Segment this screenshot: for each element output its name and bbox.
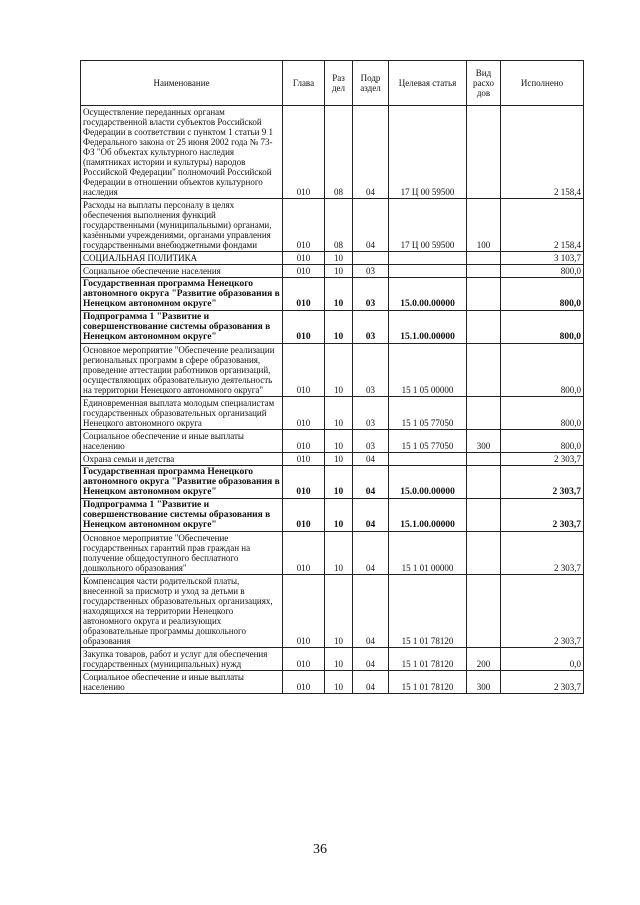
row-done: 2 303,7 (501, 453, 584, 466)
row-podrazdel (353, 252, 389, 265)
table-row (81, 344, 584, 397)
row-razdel: 10 (325, 311, 353, 344)
row-razdel: 10 (325, 648, 353, 671)
header-done: Исполнено (501, 61, 584, 106)
row-target: 15.0.00.00000 (389, 278, 467, 311)
row-name: Основное мероприятие "Обеспечение государственных гарантий прав граждан на получение общедоступного бесплатного дошкольного образования" (81, 532, 283, 575)
table-row (81, 278, 584, 311)
row-razdel: 10 (325, 430, 353, 453)
row-glava: 010 (283, 106, 325, 199)
row-glava: 010 (283, 252, 325, 265)
row-done: 800,0 (501, 344, 584, 397)
row-name: СОЦИАЛЬНАЯ ПОЛИТИКА (81, 252, 283, 265)
row-podrazdel: 04 (353, 499, 389, 532)
row-razdel: 10 (325, 265, 353, 278)
row-name: Подпрограмма 1 "Развитие и совершенствование системы образования в Ненецком автономном округе" (81, 499, 283, 532)
row-vid (467, 453, 501, 466)
row-vid (467, 311, 501, 344)
row-glava: 010 (283, 648, 325, 671)
row-done: 800,0 (501, 265, 584, 278)
table-row (81, 575, 584, 648)
row-podrazdel: 03 (353, 265, 389, 278)
row-target: 15 1 05 77050 (389, 397, 467, 430)
table-row (81, 397, 584, 430)
row-podrazdel: 04 (353, 199, 389, 252)
row-glava: 010 (283, 199, 325, 252)
row-razdel: 10 (325, 453, 353, 466)
table-row (81, 430, 584, 453)
row-glava: 010 (283, 311, 325, 344)
row-target: 15.1.00.00000 (389, 499, 467, 532)
row-name: Компенсация части родительской платы, внесенной за присмотр и уход за детьми в государственных образовательных организациях, находящихся на территории Ненецкого автономного округа и реализующих образовательные программы дошкольного образования (81, 575, 283, 648)
row-razdel: 10 (325, 344, 353, 397)
row-razdel: 10 (325, 499, 353, 532)
row-razdel: 10 (325, 671, 353, 694)
row-razdel: 10 (325, 278, 353, 311)
row-done: 3 103,7 (501, 252, 584, 265)
row-podrazdel: 04 (353, 671, 389, 694)
row-vid: 200 (467, 648, 501, 671)
row-target (389, 252, 467, 265)
row-podrazdel: 03 (353, 430, 389, 453)
row-razdel: 08 (325, 106, 353, 199)
row-glava: 010 (283, 344, 325, 397)
row-vid (467, 397, 501, 430)
table-row (81, 252, 584, 265)
row-target: 15 1 05 00000 (389, 344, 467, 397)
row-target: 15.0.00.00000 (389, 466, 467, 499)
header-razdel: Раз дел (325, 61, 353, 106)
row-glava: 010 (283, 499, 325, 532)
row-done: 2 303,7 (501, 499, 584, 532)
row-target (389, 453, 467, 466)
row-vid (467, 106, 501, 199)
table-row (81, 499, 584, 532)
row-vid (467, 466, 501, 499)
table-row (81, 466, 584, 499)
row-done: 800,0 (501, 278, 584, 311)
row-glava: 010 (283, 532, 325, 575)
row-name: Расходы на выплаты персоналу в целях обеспечения выполнения функций государственными (муниципальными) органами, казёнными учреждениями, органами управления государственными внебюджетными фондами (81, 199, 283, 252)
row-done: 2 303,7 (501, 466, 584, 499)
row-glava: 010 (283, 265, 325, 278)
row-name: Социальное обеспечение населения (81, 265, 283, 278)
row-target (389, 265, 467, 278)
row-vid (467, 265, 501, 278)
row-vid (467, 499, 501, 532)
row-podrazdel: 04 (353, 106, 389, 199)
row-target: 15 1 01 78120 (389, 671, 467, 694)
page-number: 36 (313, 842, 327, 857)
row-done: 800,0 (501, 397, 584, 430)
table-row (81, 106, 584, 199)
row-done: 800,0 (501, 311, 584, 344)
row-target: 15.1.00.00000 (389, 311, 467, 344)
row-glava: 010 (283, 466, 325, 499)
row-glava: 010 (283, 671, 325, 694)
row-vid (467, 278, 501, 311)
row-name: Закупка товаров, работ и услуг для обеспечения государственных (муниципальных) нужд (81, 648, 283, 671)
table-header-row (81, 61, 584, 106)
row-done: 2 158,4 (501, 106, 584, 199)
row-razdel: 10 (325, 397, 353, 430)
row-name: Охрана семьи и детства (81, 453, 283, 466)
row-vid: 300 (467, 430, 501, 453)
row-target: 17 Ц 00 59500 (389, 106, 467, 199)
row-podrazdel: 04 (353, 453, 389, 466)
row-vid (467, 252, 501, 265)
table-row (81, 648, 584, 671)
row-target: 15 1 05 77050 (389, 430, 467, 453)
row-glava: 010 (283, 278, 325, 311)
table-row (81, 265, 584, 278)
row-target: 15 1 01 78120 (389, 648, 467, 671)
row-podrazdel: 04 (353, 575, 389, 648)
row-vid: 100 (467, 199, 501, 252)
row-done: 2 303,7 (501, 575, 584, 648)
row-done: 0,0 (501, 648, 584, 671)
header-vid: Вид расхо дов (467, 61, 501, 106)
row-podrazdel: 04 (353, 648, 389, 671)
row-name: Основное мероприятие "Обеспечение реализации региональных программ в сфере образования, проведение аттестации работников организаций, осуществляющих образовательную деятельность на территории Ненецкого автономного округа" (81, 344, 283, 397)
header-podrazdel: Подр аздел (353, 61, 389, 106)
row-target: 15 1 01 78120 (389, 575, 467, 648)
row-podrazdel: 04 (353, 532, 389, 575)
row-podrazdel: 03 (353, 278, 389, 311)
row-done: 2 158,4 (501, 199, 584, 252)
row-target: 17 Ц 00 59500 (389, 199, 467, 252)
row-done: 2 303,7 (501, 532, 584, 575)
row-name: Осуществление переданных органам государственной власти субъектов Российской Федерации в соответствии с пунктом 1 статьи 9 1 Федерального закона от 25 июня 2002 года № 73-ФЗ "Об объектах культурного наследия (памятниках истории и культуры) народов Российской Федерации" полномочий Российской Федерации в отношении объектов культурного наследия (81, 106, 283, 199)
header-name: Наименование (81, 61, 283, 106)
row-vid: 300 (467, 671, 501, 694)
row-podrazdel: 03 (353, 397, 389, 430)
row-razdel: 10 (325, 575, 353, 648)
row-podrazdel: 03 (353, 311, 389, 344)
row-name: Подпрограмма 1 "Развитие и совершенствование системы образования в Ненецком автономном округе" (81, 311, 283, 344)
row-vid (467, 575, 501, 648)
header-target: Целевая статья (389, 61, 467, 106)
row-razdel: 10 (325, 466, 353, 499)
row-glava: 010 (283, 430, 325, 453)
row-name: Социальное обеспечение и иные выплаты населению (81, 430, 283, 453)
row-done: 800,0 (501, 430, 584, 453)
table-row (81, 311, 584, 344)
row-glava: 010 (283, 575, 325, 648)
row-target: 15 1 01 00000 (389, 532, 467, 575)
table-row (81, 671, 584, 694)
row-name: Единовременная выплата молодым специалистам государственных образовательных организаций Ненецкого автономного округа (81, 397, 283, 430)
row-done: 2 303,7 (501, 671, 584, 694)
row-razdel: 10 (325, 532, 353, 575)
row-glava: 010 (283, 397, 325, 430)
row-name: Государственная программа Ненецкого автономного округа "Развитие образования в Ненецком автономном округе" (81, 466, 283, 499)
row-podrazdel: 04 (353, 466, 389, 499)
row-name: Социальное обеспечение и иные выплаты населению (81, 671, 283, 694)
table-row (81, 532, 584, 575)
row-name: Государственная программа Ненецкого автономного округа "Развитие образования в Ненецком автономном округе" (81, 278, 283, 311)
row-vid (467, 532, 501, 575)
header-glava: Глава (283, 61, 325, 106)
row-vid (467, 344, 501, 397)
row-razdel: 08 (325, 199, 353, 252)
table-row (81, 199, 584, 252)
budget-table (80, 60, 584, 694)
table-row (81, 453, 584, 466)
row-glava: 010 (283, 453, 325, 466)
row-razdel: 10 (325, 252, 353, 265)
row-podrazdel: 03 (353, 344, 389, 397)
